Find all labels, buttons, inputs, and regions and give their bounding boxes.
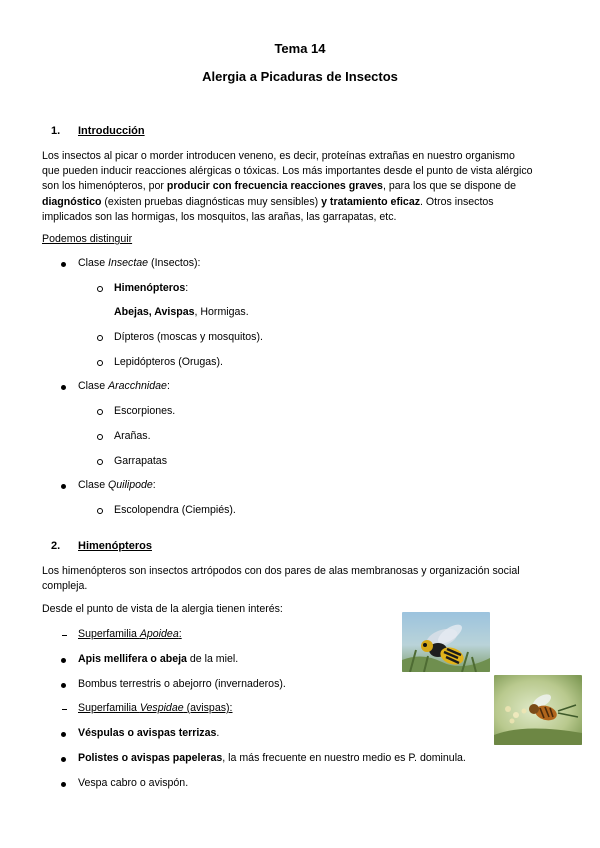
- wasp-photo: [402, 612, 490, 672]
- section-number: 1.: [51, 125, 61, 137]
- class-insectae: Clase Insectae (Insectos):: [78, 257, 201, 269]
- bullet-dot: [61, 484, 66, 489]
- item-lepidopteros: Lepidópteros (Orugas).: [114, 356, 223, 368]
- item-bombus: Bombus terrestris o abejorro (invernaderos).: [78, 678, 286, 690]
- paragraph-line: Los himenópteros son insectos artrópodos con dos pares de alas membranosas y organización social: [42, 565, 520, 577]
- bullet-circle: [97, 459, 103, 465]
- item-abejas-avispas: Abejas, Avispas, Hormigas.: [114, 306, 249, 318]
- bullet-dot: [61, 385, 66, 390]
- item-dipteros: Dípteros (moscas y mosquitos).: [114, 331, 263, 343]
- item-vespa-cabro: Vespa cabro o avispón.: [78, 777, 189, 789]
- bullet-dot: [61, 683, 66, 688]
- bullet-circle: [97, 360, 103, 366]
- bullet-circle: [97, 409, 103, 415]
- superfamily-vespidae: Superfamilia Vespidae (avispas):: [78, 702, 233, 714]
- bullet-dash: [62, 709, 67, 710]
- paragraph-line: Los insectos al picar o morder introducen veneno, es decir, proteínas extrañas en nuestro organismo: [42, 150, 515, 162]
- item-garrapatas: Garrapatas: [114, 455, 167, 467]
- bullet-circle: [97, 508, 103, 514]
- intro-paragraph: [42, 149, 557, 225]
- item-himenopteros: Himenópteros:: [114, 282, 189, 294]
- bee-image: [494, 675, 582, 745]
- bullet-circle: [97, 286, 103, 292]
- bullet-dot: [61, 782, 66, 787]
- bullet-circle: [97, 335, 103, 341]
- paragraph-line: son los himenópteros, por producir con frecuencia reacciones graves, para los que se dispone de: [42, 180, 517, 193]
- bullet-dot: [61, 757, 66, 762]
- section-title: Himenópteros: [78, 540, 152, 552]
- paragraph-line: implicados son las hormigas, los mosquitos, las arañas, las garrapatas, etc.: [42, 210, 397, 223]
- bullet-dot: [61, 732, 66, 737]
- bullet-circle: [97, 434, 103, 440]
- doc-title: Tema 14: [274, 41, 326, 56]
- himenopteros-paragraph: [42, 564, 557, 594]
- bullet-dot: [61, 658, 66, 663]
- paragraph-line: diagnóstico (existen pruebas diagnósticas muy sensibles) y tratamiento eficaz. Otros insectos: [42, 195, 494, 208]
- section-title: Introducción: [78, 125, 145, 137]
- item-apis-mellifera: Apis mellifera o abeja de la miel.: [78, 653, 239, 665]
- section-number: 2.: [51, 540, 61, 552]
- doc-subtitle: Alergia a Picaduras de Insectos: [202, 69, 398, 84]
- bullet-dash: [62, 635, 67, 636]
- class-quilipode: Clase Quilipode:: [78, 479, 156, 491]
- distinguish-label: Podemos distinguir: [42, 233, 133, 245]
- item-escolopendra: Escolopendra (Ciempiés).: [114, 504, 236, 516]
- bee-photo: [494, 675, 582, 745]
- item-aranas: Arañas.: [114, 430, 151, 442]
- wasp-image: [402, 612, 490, 672]
- item-vespulas: Véspulas o avispas terrizas.: [78, 727, 220, 739]
- paragraph-line: compleja.: [42, 580, 88, 593]
- superfamily-apoidea: Superfamilia Apoidea:: [78, 628, 182, 640]
- interest-intro: Desde el punto de vista de la alergia tienen interés:: [42, 603, 283, 615]
- class-aracchnidae: Clase Aracchnidae:: [78, 380, 170, 392]
- item-escorpiones: Escorpiones.: [114, 405, 176, 417]
- paragraph-line: que pueden inducir reacciones alérgicas o tóxicas. Los más importantes desde el punto de vista alérgico: [42, 165, 533, 178]
- bullet-dot: [61, 262, 66, 267]
- item-polistes: Polistes o avispas papeleras, la más frecuente en nuestro medio es P. dominula.: [78, 752, 466, 764]
